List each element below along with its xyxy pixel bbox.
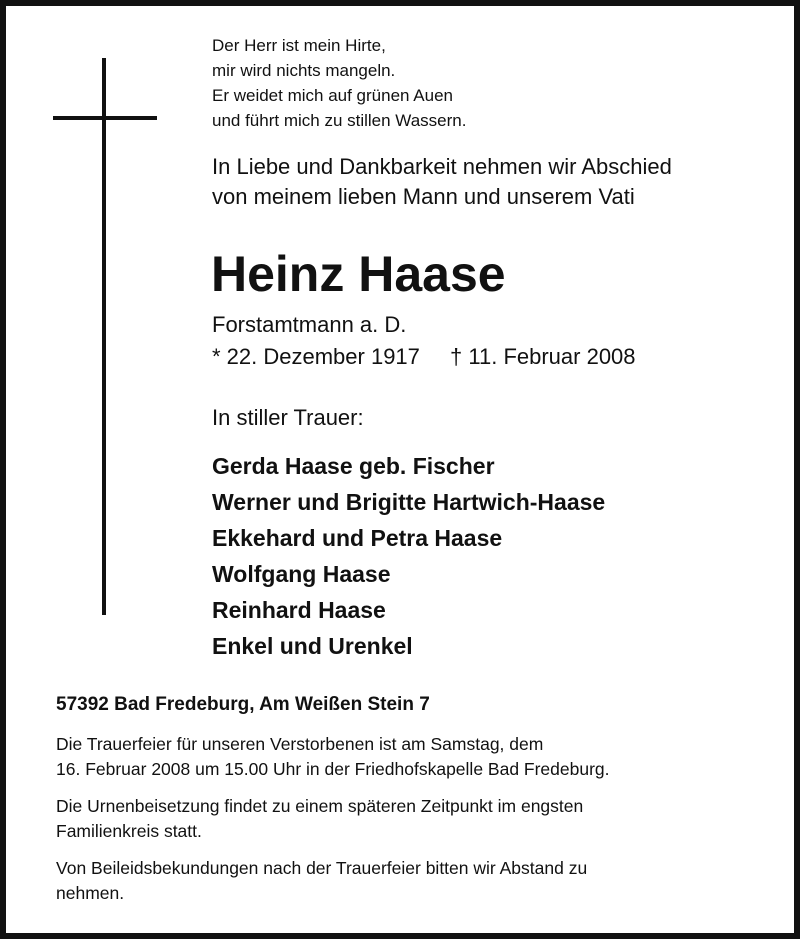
intro-line: von meinem lieben Mann und unserem Vati xyxy=(212,184,635,209)
mourner-name: Wolfgang Haase xyxy=(212,561,391,587)
birth-date: * 22. Dezember 1917 xyxy=(212,344,420,369)
mourner-name: Gerda Haase geb. Fischer xyxy=(212,453,495,479)
psalm-line: und führt mich zu stillen Wassern. xyxy=(212,111,467,130)
paragraph-line: 16. Februar 2008 um 15.00 Uhr in der Friedhofskapelle Bad Fredeburg. xyxy=(56,759,610,779)
psalm-line: Er weidet mich auf grünen Auen xyxy=(212,86,453,105)
deceased-title: Forstamtmann a. D. xyxy=(212,312,407,337)
paragraph-line: Von Beileidsbekundungen nach der Trauerfeier bitten wir Abstand zu xyxy=(56,858,588,878)
paragraph-line: Die Trauerfeier für unseren Verstorbenen ist am Samstag, dem xyxy=(56,734,544,754)
family-address: 57392 Bad Fredeburg, Am Weißen Stein 7 xyxy=(56,694,430,715)
mourner-name: Enkel und Urenkel xyxy=(212,633,413,659)
mourning-label: In stiller Trauer: xyxy=(212,405,364,430)
psalm-line: mir wird nichts mangeln. xyxy=(212,61,396,80)
paragraph-line: nehmen. xyxy=(56,883,125,903)
mourners-list xyxy=(212,448,605,664)
psalm-verse xyxy=(212,33,466,133)
paragraph-line: Die Urnenbeisetzung findet zu einem späteren Zeitpunkt im engsten xyxy=(56,796,584,816)
intro-line: In Liebe und Dankbarkeit nehmen wir Abschied xyxy=(212,154,672,179)
psalm-line: Der Herr ist mein Hirte, xyxy=(212,36,386,55)
death-date: † 11. Februar 2008 xyxy=(450,344,636,369)
condolence-request-paragraph xyxy=(56,856,776,906)
deceased-name: Heinz Haase xyxy=(211,246,506,302)
mourner-name: Reinhard Haase xyxy=(212,597,386,623)
urn-burial-paragraph xyxy=(56,794,776,844)
life-dates xyxy=(212,342,636,372)
mourner-name: Werner und Brigitte Hartwich-Haase xyxy=(212,489,606,515)
cross-horizontal-bar xyxy=(53,116,157,120)
funeral-service-paragraph xyxy=(56,732,776,782)
paragraph-line: Familienkreis statt. xyxy=(56,821,202,841)
cross-vertical-bar xyxy=(102,58,106,615)
farewell-intro xyxy=(212,152,672,212)
mourner-name: Ekkehard und Petra Haase xyxy=(212,525,503,551)
